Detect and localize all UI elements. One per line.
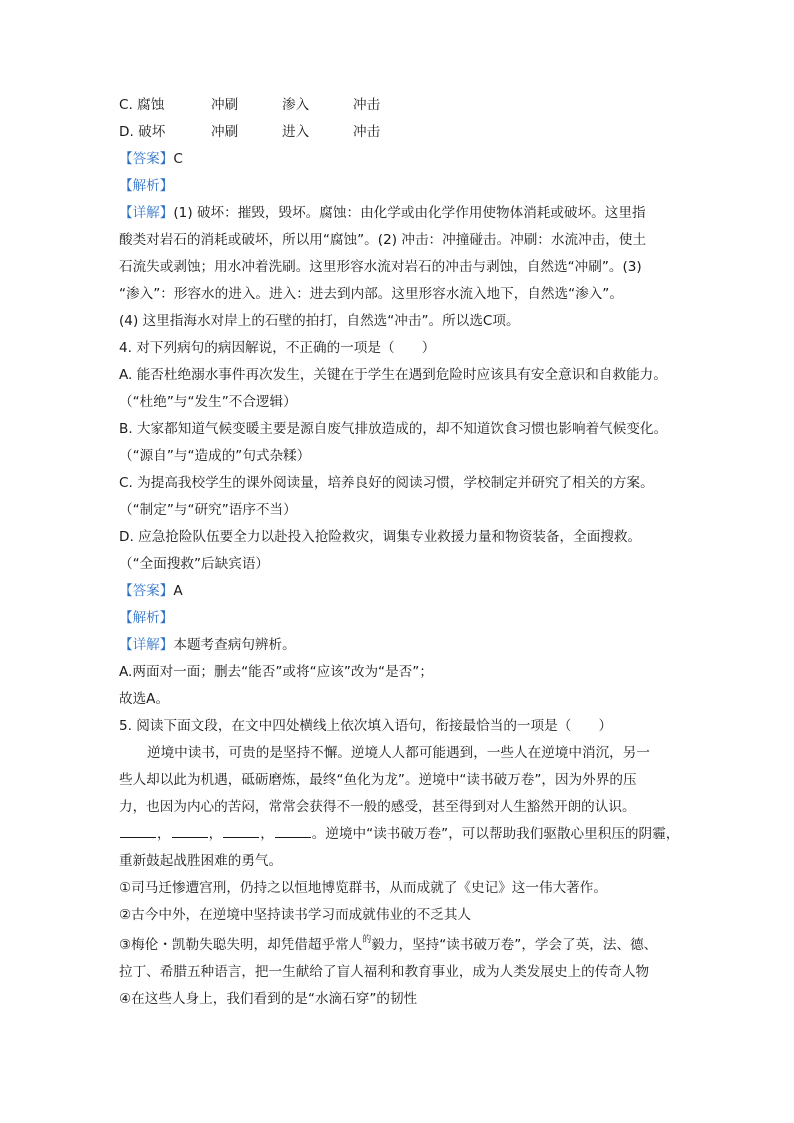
blank-sep: ，	[157, 826, 171, 842]
q4-analysis	[119, 605, 699, 632]
q3-answer	[119, 146, 699, 173]
detail-tag: 【详解】	[119, 637, 174, 653]
option-word: 冲击	[353, 97, 381, 113]
q4-option-a-note: （“杜绝”与“发生”不合逻辑）	[119, 394, 297, 410]
option-label: C. 腐蚀	[119, 97, 165, 113]
fill-blank	[120, 823, 156, 838]
q5-choice-4: ④在这些人身上，我们看到的是“水滴石穿”的韧性	[119, 991, 418, 1007]
q4-option-c-note: （“制定”与“研究”语序不当）	[119, 502, 297, 518]
option-label: D. 破坏	[119, 124, 166, 140]
blank-sep: ，	[260, 826, 274, 842]
q5-choice-3	[119, 932, 699, 959]
q4-option-b: B. 大家都知道气候变暖主要是源自废气排放造成的，却不知道饮食习惯也影响着气候变化。	[119, 421, 668, 437]
q3-detail-line: (4) 这里指海水对岸上的石壁的拍打，自然选“冲击”。所以选C项。	[119, 313, 520, 329]
answer-tag: 【答案】	[119, 151, 174, 167]
answer-value: C	[173, 151, 183, 167]
fill-blank	[172, 823, 208, 838]
q3-analysis	[119, 173, 699, 200]
q5-blanks-line	[119, 821, 699, 848]
fill-blank	[223, 823, 259, 838]
q5-passage-line: 逆境中读书，可贵的是坚持不懈。逆境人人都可能遇到，一些人在逆境中消沉，另一	[147, 745, 650, 761]
q4-option-d: D. 应急抢险队伍要全力以赴投入抢险救灾，调集专业救援力量和物资装备，全面搜救。	[119, 529, 642, 545]
q3-option-d	[119, 119, 699, 146]
fill-blank	[275, 823, 311, 838]
option-word: 冲击	[353, 124, 381, 140]
q5-passage-end: 重新鼓起战胜困难的勇气。	[119, 853, 283, 869]
choice-superscript: 的	[362, 935, 372, 945]
blank-sep: ，	[208, 826, 223, 842]
q5-passage-line: 些人却以此为机遇，砥砺磨炼，最终“鱼化为龙”。逆境中“读书破万卷”，因为外界的压	[119, 772, 637, 788]
document-page	[119, 92, 699, 1010]
q3-detail-line: 酸类对岩石的消耗或破坏，所以用“腐蚀”。(2) 冲击：冲撞碰击。冲刷：水流冲击，使土	[119, 232, 647, 248]
q4-option-b-note: （“源自”与“造成的”句式杂糅）	[119, 448, 311, 464]
q4-option-a: A. 能否杜绝溺水事件再次发生，关键在于学生在遇到危险时应该具有安全意识和自救能力。	[119, 367, 667, 383]
option-word: 冲刷	[211, 124, 239, 140]
q3-detail-line	[119, 200, 699, 227]
q4-option-d-note: （“全面搜救”后缺宾语）	[119, 556, 270, 572]
passage-text: 。逆境中“读书破万卷”，可以帮助我们驱散心里积压的阴霾，	[311, 826, 680, 842]
q4-detail	[119, 632, 699, 659]
detail-tag: 【详解】	[119, 205, 174, 221]
detail-text: 本题考查病句辨析。	[173, 637, 296, 653]
q4-conclusion: 故选A。	[119, 691, 170, 707]
option-word: 进入	[282, 124, 310, 140]
option-word: 冲刷	[211, 97, 239, 113]
q3-detail-line: 石流失或剥蚀；用水冲着洗刷。这里形容水流对岩石的冲击与剥蚀，自然选“冲刷”。(3)	[119, 259, 642, 275]
q5-choice-1: ①司马迁惨遭宫刑，仍持之以恒地博览群书，从而成就了《史记》这一伟大著作。	[119, 880, 607, 896]
detail-text: (1) 破坏：摧毁，毁坏。腐蚀：由化学或由化学作用使物体消耗或破坏。这里指	[173, 205, 646, 221]
q5-passage-line: 力，也因为内心的苦闷，常常会获得不一般的感受，甚至得到对人生豁然开朗的认识。	[119, 799, 636, 815]
choice-text: 毅力，坚持“读书破万卷”，学会了英，法、德、	[371, 937, 658, 953]
analysis-tag: 【解析】	[119, 178, 174, 194]
q3-option-c	[119, 92, 699, 119]
q5-stem: 5. 阅读下面文段，在文中四处横线上依次填入语句，衔接最恰当的一项是（ ）	[119, 718, 613, 734]
q5-choice-3-cont: 拉丁、希腊五种语言，把一生献给了盲人福利和教育事业，成为人类发展史上的传奇人物	[119, 964, 650, 980]
q4-answer	[119, 578, 699, 605]
q4-line-a: A.两面对一面；删去“能否”或将“应该”改为“是否”；	[119, 664, 433, 680]
answer-value: A	[173, 583, 183, 599]
q4-option-c: C. 为提高我校学生的课外阅读量，培养良好的阅读习惯，学校制定并研究了相关的方案。	[119, 475, 654, 491]
answer-tag: 【答案】	[119, 583, 174, 599]
q5-choice-2: ②古今中外，在逆境中坚持读书学习而成就伟业的不乏其人	[119, 907, 472, 923]
option-word: 渗入	[282, 97, 310, 113]
analysis-tag: 【解析】	[119, 610, 174, 626]
q3-detail-line: “渗入”：形容水的进入。进入：进去到内部。这里形容水流入地下，自然选“渗入”。	[119, 286, 623, 302]
q4-stem: 4. 对下列病句的病因解说，不正确的一项是（ ）	[119, 340, 436, 356]
choice-text: ③梅伦・凯勒失聪失明，却凭借超乎常人	[119, 937, 363, 953]
